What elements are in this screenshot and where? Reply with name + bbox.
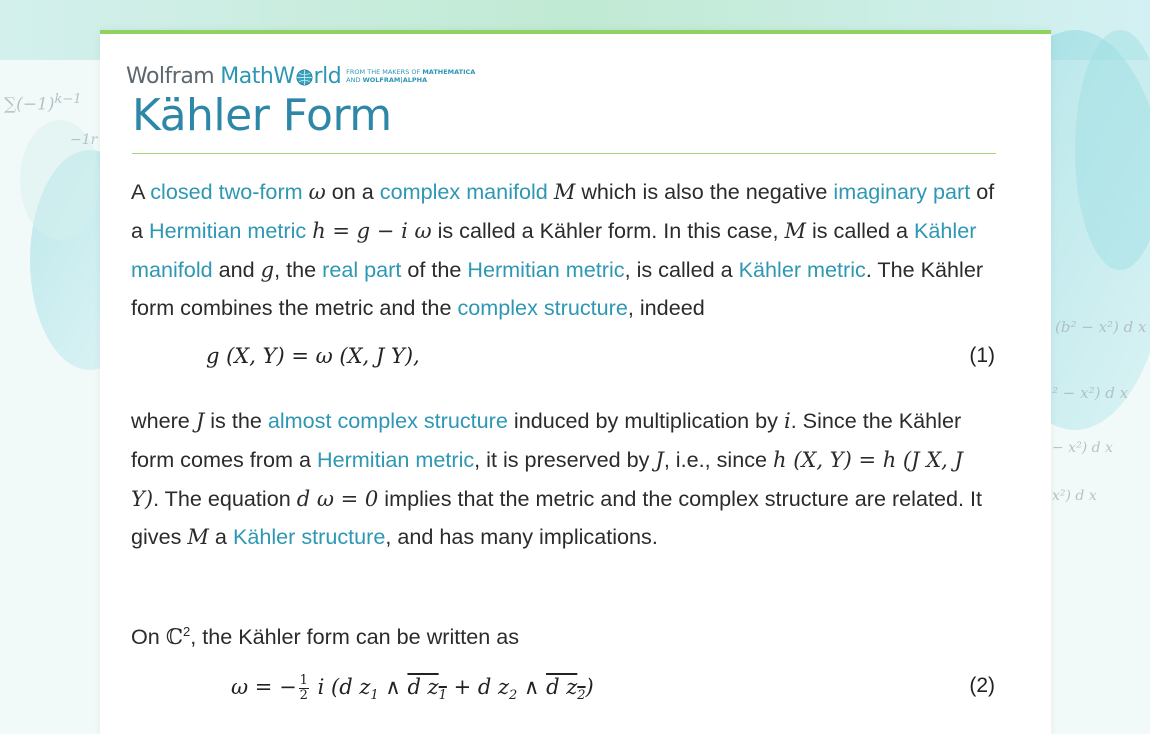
link-imaginary-part[interactable]: imaginary part [833, 179, 971, 204]
background-formula-fragment: − x²) d x [1052, 440, 1113, 456]
logo-mathworld-prefix: MathW [220, 64, 295, 89]
equation-2-body: ω = − $\frac{1}{2}$ i (d $z_1$ ∧ d $z_1 + d$ $z_2$ ∧ d $z_2$) [231, 673, 594, 704]
link-closed-two-form[interactable]: closed two-form [150, 179, 303, 204]
math-M: M [553, 180, 576, 204]
equation-1-body: g (X, Y) = ω (X, J Y), [206, 344, 420, 368]
explanation-paragraph: where J is the almost complex structure induced by multiplication by i. Since the Kähler form comes from a Hermitian metric, it is preserved by J, i.e., since h (X, Y) = h (J X, J Y). The equation d ω = 0 implies that the metric and the complex structure are related. It gives M a Kähler structure, and has many implications. [131, 408, 982, 550]
title-divider [132, 153, 996, 154]
math-C: ℂ [165, 625, 183, 651]
globe-icon [296, 69, 313, 86]
math-d-omega-zero: d ω = 0 [296, 486, 379, 511]
content-card [100, 30, 1051, 734]
conjugate-dz2: d $z_2$ [546, 675, 586, 704]
logo-tagline: FROM THE MAKERS OF MATHEMATICA AND WOLFRAM|ALPHA [346, 68, 476, 84]
wolfram-mathworld-logo[interactable] [126, 59, 475, 89]
fraction-one-half: $\frac{1}{2}$ [299, 673, 308, 703]
math-J: J [195, 409, 205, 433]
link-complex-structure[interactable]: complex structure [457, 295, 628, 321]
equation-1-number: (1) [969, 344, 995, 367]
background-formula-fragment: ² − x²) d x [1052, 384, 1129, 402]
math-C-exponent: 2 [183, 624, 191, 639]
background-formula-fragment: x²) d x [1052, 488, 1097, 504]
link-almost-complex-structure[interactable]: almost complex structure [267, 408, 508, 433]
math-hermitian-equation: h = g − i ω [312, 218, 432, 243]
math-h-invariance: h (X, Y) = h (J X, J Y) [131, 447, 963, 511]
c2-paragraph: On ℂ$^2$, the Kähler form can be written as [131, 624, 520, 651]
link-hermitian-metric[interactable]: Hermitian metric [149, 217, 307, 243]
equation-2-number: (2) [969, 674, 995, 697]
logo-mathworld-text [220, 64, 341, 89]
math-i: i [783, 409, 791, 433]
page-title: Kähler Form [132, 90, 392, 141]
background-sum-formula: $\sum(-1)^{k-1}$ [4, 92, 82, 115]
equation-2 [100, 674, 1051, 714]
link-kahler-manifold[interactable]: Kähler manifold [131, 217, 977, 282]
math-J: J [655, 447, 664, 472]
logo-wolfram-text: Wolfram [126, 64, 215, 89]
link-kahler-structure[interactable]: Kähler structure [232, 524, 386, 550]
math-M: M [784, 218, 806, 243]
link-real-part[interactable]: real part [322, 256, 402, 282]
link-hermitian-metric[interactable]: Hermitian metric [467, 256, 625, 282]
link-kahler-metric[interactable]: Kähler metric [738, 256, 866, 282]
link-hermitian-metric[interactable]: Hermitian metric [316, 446, 475, 472]
link-complex-manifold[interactable]: complex manifold [379, 179, 548, 204]
conjugate-dz1: d $z_1$ [407, 675, 447, 704]
math-omega: ω [308, 180, 326, 204]
equation-1 [100, 344, 1051, 384]
intro-paragraph: A closed two-form ω on a complex manifold M which is also the negative imaginary part of a Hermitian metric h = g − i ω is called a Kähler form. In this case, M is called a Kähler manifold and g, the real part of the Hermitian metric, is called a Kähler metric. The Kähler form combines the metric and the complex structure, indeed [131, 179, 995, 321]
background-formula-fragment: −1r [70, 132, 98, 148]
math-g: g [260, 257, 275, 282]
math-M: M [187, 525, 209, 550]
background-formula-fragment: (b² − x²) d x [1055, 318, 1147, 336]
logo-mathworld-suffix: rld [313, 64, 342, 89]
